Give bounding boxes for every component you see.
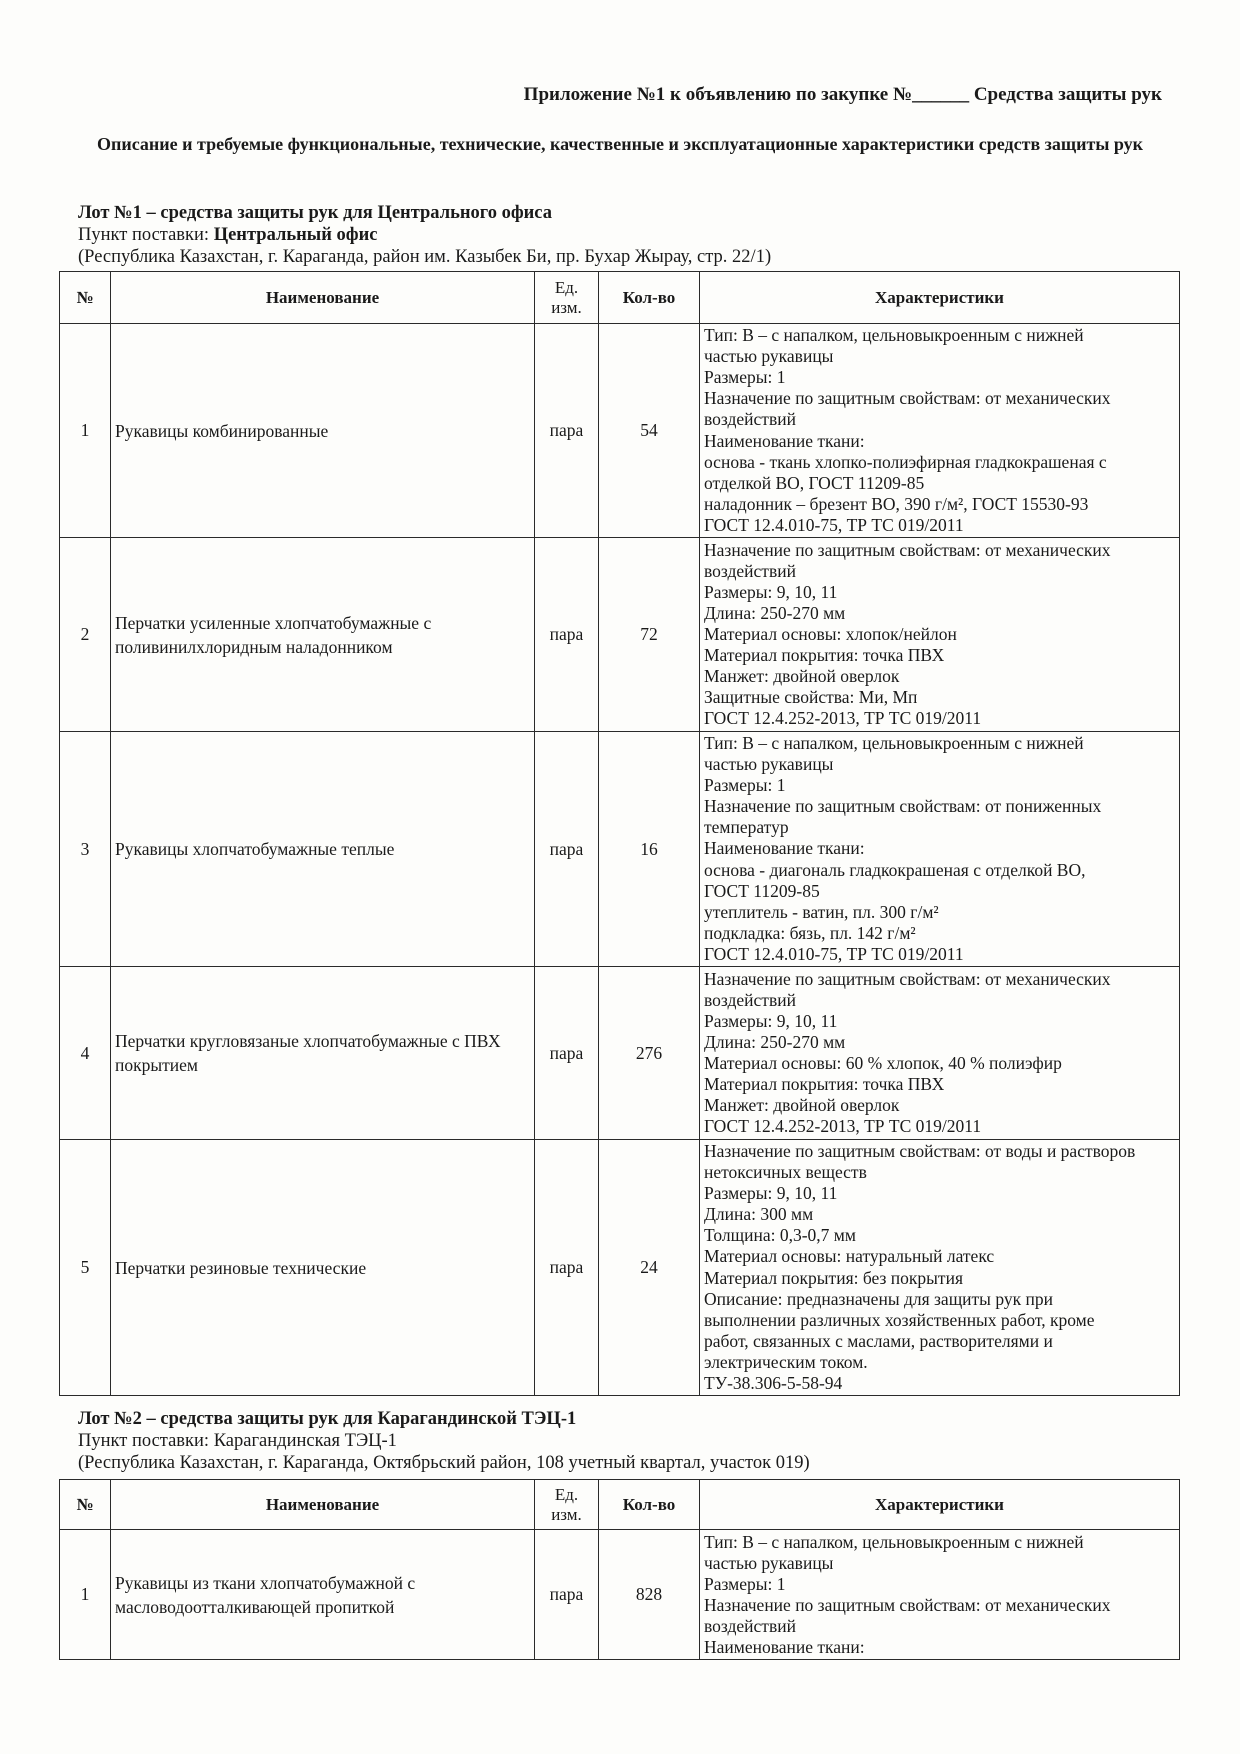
spec-line: ГОСТ 11209-85: [704, 880, 820, 901]
spec-line: Назначение по защитным свойствам: от воды и растворов: [704, 1140, 1136, 1161]
lot1-table: [59, 271, 1180, 1396]
lot1-title: Лот №1 – средства защиты рук для Центрального офиса: [78, 203, 552, 223]
quantity: 24: [599, 1140, 700, 1396]
spec-line: частью рукавицы: [704, 346, 834, 367]
spec-line: Длина: 250-270 мм: [704, 1031, 846, 1052]
appendix-heading: Приложение №1 к объявлению по закупке №______ Средства защиты рук: [523, 84, 1162, 105]
spec-line: воздействий: [704, 560, 796, 581]
spec-line: наладонник – брезент ВО, 390 г/м², ГОСТ 15530-93: [704, 493, 1089, 514]
product-name: Рукавицы из ткани хлопчатобумажной с масловодоотталкивающей пропиткой: [111, 1530, 535, 1660]
spec-line: отделкой ВО, ГОСТ 11209-85: [704, 472, 925, 493]
spec-line: Манжет: двойной оверлок: [704, 1095, 900, 1116]
spec-line: Материал основы: хлопок/нейлон: [704, 623, 957, 644]
spec-line: Назначение по защитным свойствам: от механических: [704, 539, 1111, 560]
spec-line: Материал покрытия: без покрытия: [704, 1267, 963, 1288]
spec-line: работ, связанных с маслами, растворителями и: [704, 1330, 1053, 1351]
col-num-header: №: [60, 1480, 111, 1530]
spec-line: Защитные свойства: Ми, Мп: [704, 687, 918, 708]
lot2-title: Лот №2 – средства защиты рук для Карагандинской ТЭЦ-1: [78, 1409, 577, 1429]
col-name-header: Наименование: [111, 272, 535, 324]
lot1-table-body: [60, 324, 1180, 1396]
spec-line: частью рукавицы: [704, 1552, 834, 1573]
quantity: 276: [599, 967, 700, 1140]
lot2-header-row: [60, 1480, 1180, 1530]
spec-line: выполнении различных хозяйственных работ, кроме: [704, 1309, 1095, 1330]
lot1-address: (Республика Казахстан, г. Караганда, район им. Казыбек Би, пр. Бухар Жырау, стр. 22/1): [78, 247, 772, 267]
lot2-table: [59, 1479, 1180, 1660]
spec-line: ТУ-38.306-5-58-94: [704, 1372, 843, 1393]
product-name: Рукавицы комбинированные: [111, 324, 535, 538]
spec-line: Описание: предназначены для защиты рук при: [704, 1288, 1053, 1309]
table-row: [60, 967, 1180, 1140]
lot2-delivery: [78, 1430, 810, 1452]
spec-line: Наименование ткани:: [704, 430, 865, 451]
row-number: 2: [60, 538, 111, 732]
spec-line: ГОСТ 12.4.010-75, ТР ТС 019/2011: [704, 943, 964, 964]
spec-line: подкладка: бязь, пл. 142 г/м²: [704, 922, 916, 943]
spec-line: ГОСТ 12.4.010-75, ТР ТС 019/2011: [704, 514, 964, 535]
lot1-delivery-value: Центральный офис: [213, 225, 378, 245]
col-spec-header: Характеристики: [700, 1480, 1180, 1530]
spec-line: Длина: 300 мм: [704, 1204, 814, 1225]
row-number: 3: [60, 732, 111, 967]
lot2-header: [78, 1408, 810, 1474]
product-name: Рукавицы хлопчатобумажные теплые: [111, 732, 535, 967]
spec-line: электрическим током.: [704, 1351, 868, 1372]
spec-line: Тип: В – с напалком, цельновыкроенным с нижней: [704, 1531, 1084, 1552]
quantity: 16: [599, 732, 700, 967]
spec-line: ГОСТ 12.4.252-2013, ТР ТС 019/2011: [704, 708, 982, 729]
table-row: [60, 538, 1180, 732]
table-row: [60, 324, 1180, 538]
spec-line: Назначение по защитным свойствам: от пониженных: [704, 796, 1102, 817]
unit-of-measure: пара: [535, 1530, 599, 1660]
row-number: 1: [60, 324, 111, 538]
spec-line: Размеры: 1: [704, 367, 786, 388]
unit-of-measure: пара: [535, 1140, 599, 1396]
spec-line: Наименование ткани:: [704, 838, 865, 859]
product-name: Перчатки усиленные хлопчатобумажные с поливинилхлоридным наладонником: [111, 538, 535, 732]
row-number: 1: [60, 1530, 111, 1660]
characteristics: [700, 732, 1180, 967]
spec-line: ГОСТ 12.4.252-2013, ТР ТС 019/2011: [704, 1116, 982, 1137]
spec-line: Размеры: 1: [704, 1573, 786, 1594]
characteristics: [700, 324, 1180, 538]
spec-line: Назначение по защитным свойствам: от механических: [704, 968, 1111, 989]
spec-line: воздействий: [704, 1615, 796, 1636]
lot1-header-row: [60, 272, 1180, 324]
col-name-header: Наименование: [111, 1480, 535, 1530]
spec-line: Материал покрытия: точка ПВХ: [704, 645, 945, 666]
spec-line: воздействий: [704, 409, 796, 430]
spec-line: утеплитель - ватин, пл. 300 г/м²: [704, 901, 939, 922]
col-qty-header: Кол-во: [599, 1480, 700, 1530]
table-row: [60, 1530, 1180, 1660]
product-name: Перчатки кругловязаные хлопчатобумажные с ПВХ покрытием: [111, 967, 535, 1140]
spec-line: нетоксичных веществ: [704, 1162, 867, 1183]
unit-of-measure: пара: [535, 732, 599, 967]
spec-line: температур: [704, 817, 789, 838]
spec-line: Размеры: 9, 10, 11: [704, 581, 838, 602]
spec-line: Толщина: 0,3-0,7 мм: [704, 1225, 856, 1246]
spec-line: основа - диагональ гладкокрашеная с отделкой ВО,: [704, 859, 1086, 880]
document-title: Описание и требуемые функциональные, технические, качественные и эксплуатационные характеристики средств защиты рук: [96, 134, 1144, 154]
quantity: 72: [599, 538, 700, 732]
quantity: 54: [599, 324, 700, 538]
lot1-header: [78, 202, 771, 268]
product-name: Перчатки резиновые технические: [111, 1140, 535, 1396]
unit-of-measure: пара: [535, 538, 599, 732]
quantity: 828: [599, 1530, 700, 1660]
col-num-header: №: [60, 272, 111, 324]
spec-line: Материал покрытия: точка ПВХ: [704, 1074, 945, 1095]
spec-line: Размеры: 9, 10, 11: [704, 1010, 838, 1031]
col-spec-header: Характеристики: [700, 272, 1180, 324]
spec-line: Материал основы: 60 % хлопок, 40 % полиэфир: [704, 1053, 1062, 1073]
spec-line: Манжет: двойной оверлок: [704, 666, 900, 687]
lot2-address: (Республика Казахстан, г. Караганда, Октябрьский район, 108 учетный квартал, участок 019): [78, 1453, 810, 1473]
spec-line: Размеры: 9, 10, 11: [704, 1183, 838, 1204]
lot2-table-body: [60, 1530, 1180, 1660]
spec-line: Назначение по защитным свойствам: от механических: [704, 388, 1111, 409]
spec-line: частью рукавицы: [704, 754, 834, 775]
lot1-delivery-label: Пункт поставки:: [78, 225, 210, 245]
spec-line: Размеры: 1: [704, 775, 786, 796]
row-number: 5: [60, 1140, 111, 1396]
spec-line: Длина: 250-270 мм: [704, 602, 846, 623]
characteristics: [700, 967, 1180, 1140]
col-unit-header: Ед. изм.: [535, 1480, 599, 1530]
spec-line: Тип: В – с напалком, цельновыкроенным с нижней: [704, 325, 1084, 346]
lot1-delivery: [78, 224, 771, 246]
spec-line: Наименование ткани:: [704, 1636, 865, 1657]
unit-of-measure: пара: [535, 967, 599, 1140]
col-qty-header: Кол-во: [599, 272, 700, 324]
spec-line: воздействий: [704, 989, 796, 1010]
unit-of-measure: пара: [535, 324, 599, 538]
spec-line: Тип: В – с напалком, цельновыкроенным с нижней: [704, 732, 1084, 753]
spec-line: Назначение по защитным свойствам: от механических: [704, 1594, 1111, 1615]
lot2-delivery-label: Пункт поставки:: [78, 1431, 210, 1451]
table-row: [60, 732, 1180, 967]
lot2-delivery-value: Карагандинская ТЭЦ-1: [213, 1431, 397, 1451]
characteristics: [700, 1140, 1180, 1396]
table-row: [60, 1140, 1180, 1396]
characteristics: [700, 538, 1180, 732]
row-number: 4: [60, 967, 111, 1140]
spec-line: основа - ткань хлопко-полиэфирная гладкокрашеная с: [704, 451, 1107, 472]
characteristics: [700, 1530, 1180, 1660]
col-unit-header: Ед. изм.: [535, 272, 599, 324]
spec-line: Материал основы: натуральный латекс: [704, 1246, 995, 1267]
